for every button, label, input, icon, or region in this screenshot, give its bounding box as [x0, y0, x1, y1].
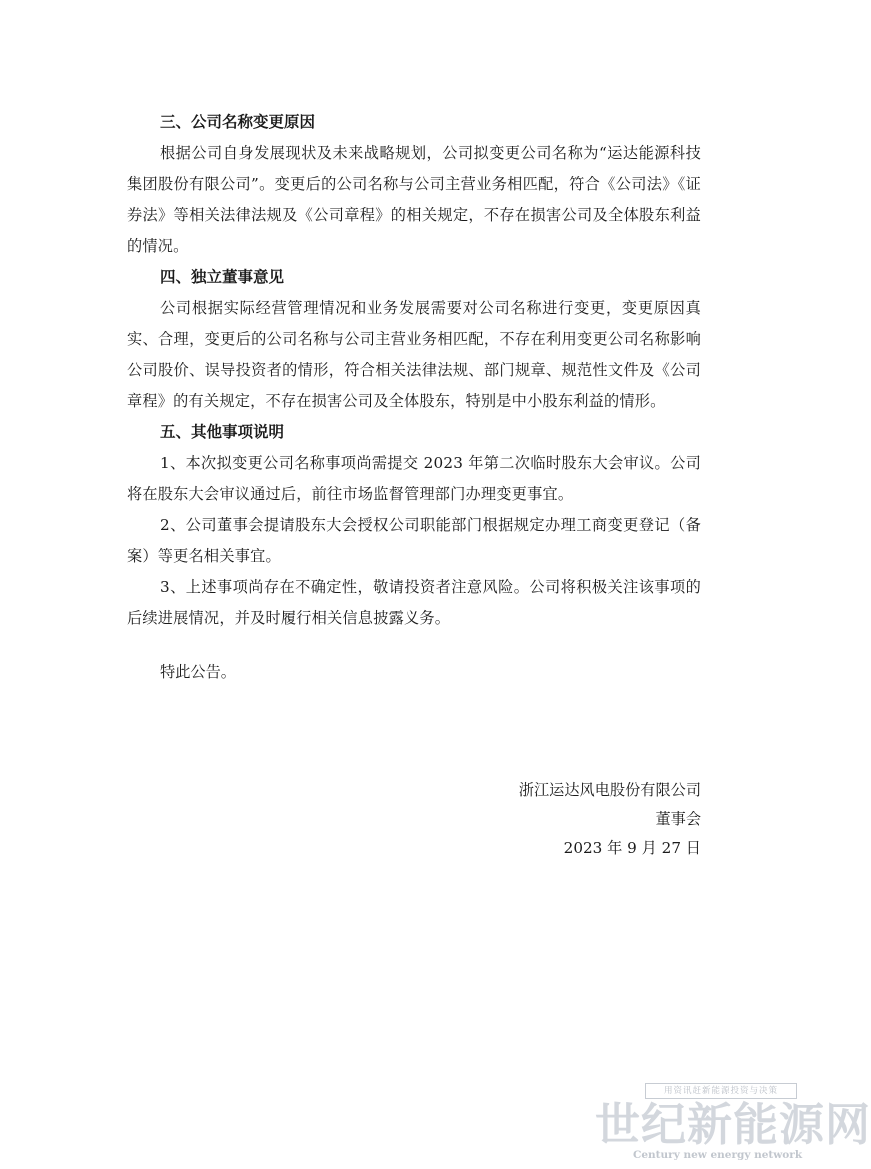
document-body: [127, 107, 701, 688]
section-heading-reason: 三、公司名称变更原因: [160, 113, 316, 131]
section-heading-other-matters: 五、其他事项说明: [160, 423, 285, 441]
signature-block: [519, 776, 701, 863]
section-paragraph: 根据公司自身发展现状及未来战略规划，公司拟变更公司名称为“运达能源科技集团股份有限公司”。变更后的公司名称与公司主营业务相匹配，符合《公司法》《证券法》等相关法律法规及《公司章程》的相关规定，不存在损害公司及全体股东利益的情况。: [127, 144, 701, 255]
list-item: 2、公司董事会提请股东大会授权公司职能部门根据规定办理工商变更登记（备案）等更名相关事宜。: [127, 516, 701, 565]
section-paragraph: 公司根据实际经营管理情况和业务发展需要对公司名称进行变更，变更原因真实、合理，变更后的公司名称与公司主营业务相匹配，不存在利用变更公司名称影响公司股价、误导投资者的情形，符合相关法律法规、部门规章、规范性文件及《公司章程》的有关规定，不存在损害公司及全体股东，特别是中小股东利益的情形。: [127, 299, 701, 410]
signature-date: 2023 年 9 月 27 日: [563, 839, 701, 857]
list-item: 1、本次拟变更公司名称事项尚需提交 2023 年第二次临时股东大会审议。公司将在股东大会审议通过后，前往市场监督管理部门办理变更事宜。: [127, 454, 701, 503]
watermark-logo-text: 世纪新能源网: [595, 1098, 871, 1151]
list-item: 3、上述事项尚存在不确定性，敬请投资者注意风险。公司将积极关注该事项的后续进展情况，并及时履行相关信息披露义务。: [127, 578, 701, 627]
section-heading-independent-directors: 四、独立董事意见: [160, 268, 285, 286]
closing-statement: 特此公告。: [160, 663, 236, 681]
watermark-english: Century new energy network: [633, 1149, 803, 1161]
signature-company: 浙江运达风电股份有限公司: [518, 781, 701, 799]
watermark-logo: [595, 1083, 871, 1167]
watermark-tagline: 用资讯赶新能源投资与决策: [645, 1083, 797, 1099]
signature-board: 董事会: [655, 810, 701, 828]
